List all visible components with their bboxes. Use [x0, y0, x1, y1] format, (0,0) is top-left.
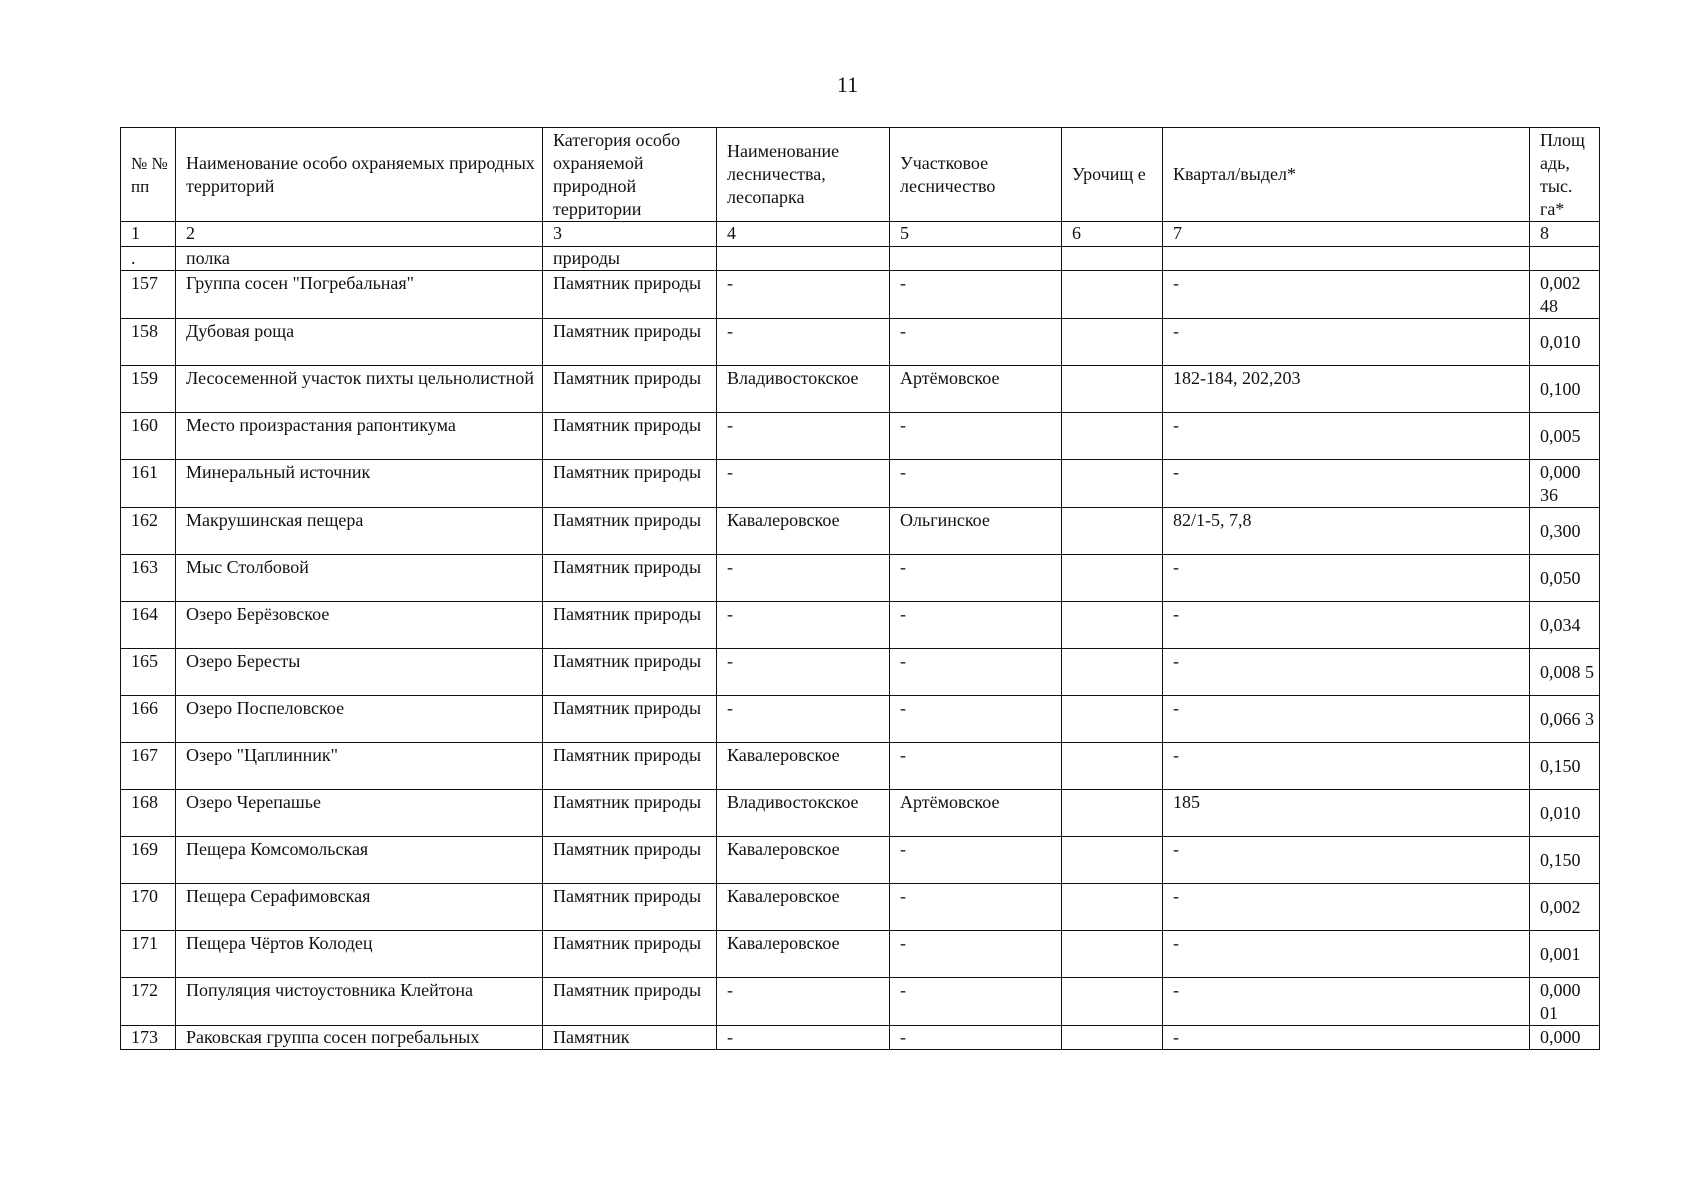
row-forestry: -	[717, 460, 890, 508]
table-row	[121, 508, 1600, 555]
row-number: 160	[121, 413, 176, 460]
row-district: Артёмовское	[890, 790, 1062, 837]
row-area: 0,000 01	[1530, 978, 1600, 1026]
row-tract	[1062, 1026, 1163, 1050]
row-district: -	[890, 602, 1062, 649]
row-number: 173	[121, 1026, 176, 1050]
table-row	[121, 837, 1600, 884]
row-tract	[1062, 508, 1163, 555]
row-name: Лесосеменной участок пихты цельнолистной	[176, 366, 543, 413]
row-forestry: Кавалеровское	[717, 884, 890, 931]
row-district: Ольгинское	[890, 508, 1062, 555]
row-quarter: -	[1163, 696, 1530, 743]
row-district: -	[890, 413, 1062, 460]
row-quarter: -	[1163, 555, 1530, 602]
header-quarter: Квартал/выдел*	[1163, 128, 1530, 222]
row-name: Озеро Поспеловское	[176, 696, 543, 743]
column-number: 8	[1530, 222, 1600, 247]
row-area: 0,000	[1530, 1026, 1600, 1050]
row-forestry	[717, 247, 890, 271]
row-tract	[1062, 366, 1163, 413]
row-tract	[1062, 460, 1163, 508]
row-name: Пещера Комсомольская	[176, 837, 543, 884]
row-name: Макрушинская пещера	[176, 508, 543, 555]
row-area: 0,001	[1530, 931, 1600, 978]
row-district: -	[890, 319, 1062, 366]
table-row	[121, 931, 1600, 978]
row-tract	[1062, 602, 1163, 649]
row-tract	[1062, 413, 1163, 460]
table-row	[121, 978, 1600, 1026]
row-district: -	[890, 1026, 1062, 1050]
row-category: Памятник природы	[543, 508, 717, 555]
header-area: Площ адь, тыс. га*	[1530, 128, 1600, 222]
column-number: 1	[121, 222, 176, 247]
row-forestry: -	[717, 413, 890, 460]
header-category: Категория особо охраняемой природной территории	[543, 128, 717, 222]
row-tract	[1062, 555, 1163, 602]
row-number: 172	[121, 978, 176, 1026]
column-numbers-row	[121, 222, 1600, 247]
table-row	[121, 602, 1600, 649]
row-category: Памятник	[543, 1026, 717, 1050]
row-area: 0,010	[1530, 319, 1600, 366]
row-category: Памятник природы	[543, 460, 717, 508]
row-category: Памятник природы	[543, 602, 717, 649]
table-header-row	[121, 128, 1600, 222]
row-tract	[1062, 696, 1163, 743]
row-district: -	[890, 931, 1062, 978]
row-forestry: Кавалеровское	[717, 931, 890, 978]
row-district: -	[890, 460, 1062, 508]
row-category: Памятник природы	[543, 413, 717, 460]
row-district	[890, 247, 1062, 271]
row-number: 162	[121, 508, 176, 555]
row-tract	[1062, 649, 1163, 696]
table-row	[121, 460, 1600, 508]
table-row	[121, 696, 1600, 743]
row-forestry: -	[717, 271, 890, 319]
row-number: .	[121, 247, 176, 271]
row-quarter	[1163, 247, 1530, 271]
row-category: Памятник природы	[543, 978, 717, 1026]
row-name: Дубовая роща	[176, 319, 543, 366]
row-district: -	[890, 696, 1062, 743]
row-number: 164	[121, 602, 176, 649]
row-number: 165	[121, 649, 176, 696]
row-area: 0,008 5	[1530, 649, 1600, 696]
row-name: Мыс Столбовой	[176, 555, 543, 602]
column-number: 7	[1163, 222, 1530, 247]
row-tract	[1062, 743, 1163, 790]
row-name: Озеро Бересты	[176, 649, 543, 696]
row-forestry: Кавалеровское	[717, 508, 890, 555]
row-district: -	[890, 271, 1062, 319]
row-tract	[1062, 247, 1163, 271]
row-district: -	[890, 649, 1062, 696]
row-number: 159	[121, 366, 176, 413]
table-row	[121, 366, 1600, 413]
row-forestry: Владивостокское	[717, 790, 890, 837]
row-quarter: -	[1163, 319, 1530, 366]
row-category: Памятник природы	[543, 837, 717, 884]
row-forestry: -	[717, 602, 890, 649]
row-number: 158	[121, 319, 176, 366]
row-tract	[1062, 978, 1163, 1026]
header-number: № № пп	[121, 128, 176, 222]
row-district: -	[890, 555, 1062, 602]
row-forestry: -	[717, 1026, 890, 1050]
row-area: 0,002 48	[1530, 271, 1600, 319]
column-number: 6	[1062, 222, 1163, 247]
table-row	[121, 271, 1600, 319]
row-forestry: Владивостокское	[717, 366, 890, 413]
row-name: полка	[176, 247, 543, 271]
row-area: 0,034	[1530, 602, 1600, 649]
row-name: Место произрастания рапонтикума	[176, 413, 543, 460]
row-forestry: -	[717, 696, 890, 743]
row-quarter: -	[1163, 1026, 1530, 1050]
row-category: Памятник природы	[543, 743, 717, 790]
row-name: Озеро Берёзовское	[176, 602, 543, 649]
row-area: 0,066 3	[1530, 696, 1600, 743]
row-name: Пещера Чёртов Колодец	[176, 931, 543, 978]
row-category: Памятник природы	[543, 555, 717, 602]
row-category: природы	[543, 247, 717, 271]
row-quarter: -	[1163, 884, 1530, 931]
row-tract	[1062, 790, 1163, 837]
row-area: 0,010	[1530, 790, 1600, 837]
table-row	[121, 413, 1600, 460]
row-name: Озеро Черепашье	[176, 790, 543, 837]
row-tract	[1062, 884, 1163, 931]
row-category: Памятник природы	[543, 271, 717, 319]
table-row	[121, 743, 1600, 790]
row-area: 0,000 36	[1530, 460, 1600, 508]
row-category: Памятник природы	[543, 366, 717, 413]
row-quarter: -	[1163, 743, 1530, 790]
row-quarter: 185	[1163, 790, 1530, 837]
row-name: Минеральный источник	[176, 460, 543, 508]
row-district: -	[890, 884, 1062, 931]
row-quarter: -	[1163, 460, 1530, 508]
table-row	[121, 319, 1600, 366]
table-row	[121, 790, 1600, 837]
row-forestry: Кавалеровское	[717, 837, 890, 884]
table-row	[121, 555, 1600, 602]
row-name: Озеро "Цаплинник"	[176, 743, 543, 790]
row-category: Памятник природы	[543, 649, 717, 696]
row-area: 0,100	[1530, 366, 1600, 413]
header-forestry: Наименование лесничества, лесопарка	[717, 128, 890, 222]
table-row-last	[121, 1026, 1600, 1050]
row-quarter: -	[1163, 837, 1530, 884]
header-tract: Урочищ е	[1062, 128, 1163, 222]
row-forestry: -	[717, 978, 890, 1026]
row-tract	[1062, 931, 1163, 978]
row-quarter: -	[1163, 413, 1530, 460]
row-forestry: -	[717, 319, 890, 366]
row-number: 157	[121, 271, 176, 319]
row-forestry: -	[717, 555, 890, 602]
row-number: 163	[121, 555, 176, 602]
row-area: 0,150	[1530, 743, 1600, 790]
row-name: Пещера Серафимовская	[176, 884, 543, 931]
row-number: 171	[121, 931, 176, 978]
row-number: 166	[121, 696, 176, 743]
row-forestry: Кавалеровское	[717, 743, 890, 790]
column-number: 4	[717, 222, 890, 247]
row-category: Памятник природы	[543, 884, 717, 931]
row-quarter: -	[1163, 978, 1530, 1026]
row-area: 0,005	[1530, 413, 1600, 460]
column-number: 2	[176, 222, 543, 247]
row-name: Раковская группа сосен погребальных	[176, 1026, 543, 1050]
row-quarter: 182-184, 202,203	[1163, 366, 1530, 413]
row-quarter: -	[1163, 931, 1530, 978]
row-number: 168	[121, 790, 176, 837]
row-quarter: -	[1163, 602, 1530, 649]
row-tract	[1062, 837, 1163, 884]
row-area	[1530, 247, 1600, 271]
row-district: -	[890, 837, 1062, 884]
row-name: Популяция чистоустовника Клейтона	[176, 978, 543, 1026]
row-area: 0,300	[1530, 508, 1600, 555]
row-quarter: 82/1-5, 7,8	[1163, 508, 1530, 555]
row-area: 0,002	[1530, 884, 1600, 931]
row-quarter: -	[1163, 649, 1530, 696]
row-category: Памятник природы	[543, 319, 717, 366]
row-district: -	[890, 743, 1062, 790]
row-number: 167	[121, 743, 176, 790]
row-district: Артёмовское	[890, 366, 1062, 413]
row-category: Памятник природы	[543, 790, 717, 837]
page-number: 11	[836, 72, 859, 97]
row-number: 170	[121, 884, 176, 931]
header-name: Наименование особо охраняемых природных территорий	[176, 128, 543, 222]
row-tract	[1062, 319, 1163, 366]
row-area: 0,050	[1530, 555, 1600, 602]
row-tract	[1062, 271, 1163, 319]
header-district-forestry: Участковое лесничество	[890, 128, 1062, 222]
table-row	[121, 884, 1600, 931]
row-number: 161	[121, 460, 176, 508]
row-name: Группа сосен "Погребальная"	[176, 271, 543, 319]
row-number: 169	[121, 837, 176, 884]
row-quarter: -	[1163, 271, 1530, 319]
protected-areas-table	[120, 127, 1600, 1050]
table-row	[121, 649, 1600, 696]
row-district: -	[890, 978, 1062, 1026]
column-number: 5	[890, 222, 1062, 247]
continuation-row	[121, 247, 1600, 271]
row-category: Памятник природы	[543, 931, 717, 978]
row-area: 0,150	[1530, 837, 1600, 884]
column-number: 3	[543, 222, 717, 247]
row-category: Памятник природы	[543, 696, 717, 743]
row-forestry: -	[717, 649, 890, 696]
